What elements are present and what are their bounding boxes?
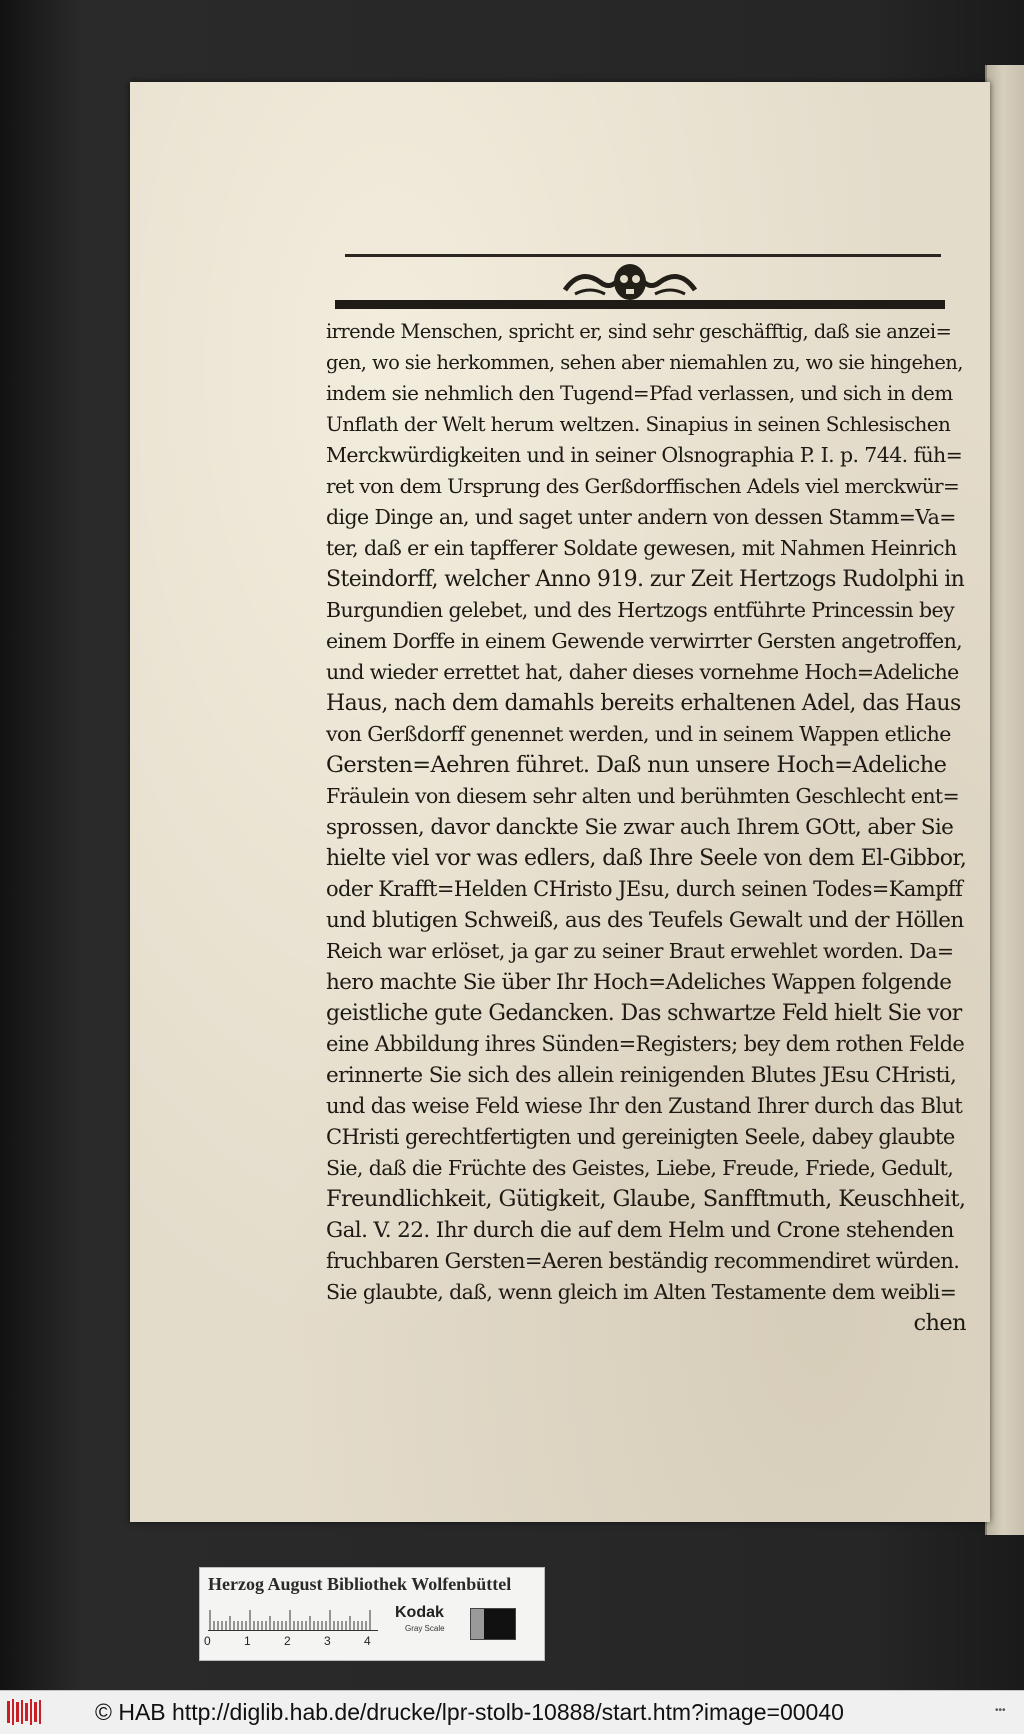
hab-logo-icon [5, 1697, 45, 1727]
copyright-url[interactable]: © HAB http://diglib.hab.de/drucke/lpr-stolb-10888/start.htm?image=00040 [95, 1699, 844, 1725]
body-text [326, 316, 966, 1339]
text-line: Reich war erlöset, ja gar zu seiner Braut erwehlet worden. Da= [326, 939, 954, 963]
text-line: Gal. V. 22. Ihr durch die auf dem Helm und Crone stehenden [326, 1218, 954, 1243]
more-dots-icon[interactable]: ••• [995, 1705, 1006, 1716]
text-line: dige Dinge an, und saget unter andern von dessen Stamm=Va= [326, 505, 956, 529]
ruler-number: 3 [324, 1634, 331, 1648]
gray-scale-label: Gray Scale [405, 1624, 445, 1633]
text-line: erinnerte Sie sich des allein reinigenden Blutes JEsu CHristi, [326, 1063, 957, 1088]
text-line: Unflath der Welt herum weltzen. Sinapius in seinen Schlesischen [326, 412, 951, 436]
text-line: und das weise Feld wiese Ihr den Zustand Ihrer durch das Blut [326, 1094, 963, 1118]
skull-ornament-icon [560, 260, 700, 304]
text-line: indem sie nehmlich den Tugend=Pfad verlassen, und sich in dem [326, 381, 953, 405]
ruler-numbers [204, 1634, 384, 1650]
text-line: geistliche gute Gedancken. Das schwartze Feld hielt Sie vor [326, 1001, 962, 1026]
text-line: Burgundien gelebet, und des Hertzogs entführte Princessin bey [326, 598, 955, 622]
text-line: irrende Menschen, spricht er, sind sehr geschäfftig, daß sie anzei= [326, 320, 952, 343]
gray-swatch [470, 1608, 516, 1640]
text-line: Haus, nach dem damahls bereits erhaltenen Adel, das Haus [326, 691, 961, 716]
text-line: fruchbaren Gersten=Aeren beständig recommendiret würden. [326, 1249, 960, 1273]
kodak-brand: Kodak [395, 1604, 444, 1621]
ruler-number: 2 [284, 1634, 291, 1648]
scale-ruler [208, 1610, 378, 1631]
ruler-number: 4 [364, 1634, 371, 1648]
header-thick-rule [335, 300, 945, 309]
text-line: einem Dorffe in einem Gewende verwirrter Gersten angetroffen, [326, 629, 963, 653]
text-line: chen [913, 1310, 966, 1336]
text-line: hielte viel vor was edlers, daß Ihre Seele von dem El-Gibbor, [326, 846, 966, 871]
text-line: Gersten=Aehren führet. Daß nun unsere Hoch=Adeliche [326, 752, 947, 778]
text-line: Sie, daß die Früchte des Geistes, Liebe, Freude, Friede, Gedult, [326, 1156, 954, 1180]
text-line: eine Abbildung ihres Sünden=Registers; bey dem rothen Felde [326, 1032, 965, 1056]
text-line: oder Krafft=Helden CHristo JEsu, durch seinen Todes=Kampff [326, 877, 963, 901]
text-line: gen, wo sie herkommen, sehen aber niemahlen zu, wo sie hingehen, [326, 351, 963, 374]
status-bar [0, 1690, 1024, 1734]
color-target-card [199, 1567, 545, 1661]
adjacent-page-edge [985, 65, 1024, 1535]
text-line: hero machte Sie über Ihr Hoch=Adeliches Wappen folgende [326, 970, 952, 995]
text-line: und blutigen Schweiß, aus des Teufels Gewalt und der Höllen [326, 908, 964, 933]
text-line: von Gerßdorff genennet werden, und in seinem Wappen etliche [326, 722, 951, 746]
ruler-ticks-icon [208, 1610, 378, 1630]
text-line: Merckwürdigkeiten und in seiner Olsnographia P. I. p. 744. füh= [326, 443, 963, 467]
library-name: Herzog August Bibliothek Wolfenbüttel [208, 1574, 512, 1594]
text-line: Steindorff, welcher Anno 919. zur Zeit Hertzogs Rudolphi in [326, 567, 965, 592]
text-line: und wieder errettet hat, daher dieses vornehme Hoch=Adeliche [326, 660, 959, 684]
text-line: ret von dem Ursprung des Gerßdorffischen Adels viel merckwür= [326, 474, 960, 498]
text-line: Freundlichkeit, Gütigkeit, Glaube, Sanfftmuth, Keuschheit, [326, 1186, 966, 1212]
document-page [130, 82, 990, 1522]
header-thin-rule [345, 254, 941, 257]
text-line: Sie glaubte, daß, wenn gleich im Alten Testamente dem weibli= [326, 1280, 957, 1304]
text-line: CHristi gerechtfertigten und gereinigten Seele, dabey glaubte [326, 1125, 955, 1149]
text-line: Fräulein von diesem sehr alten und berühmten Geschlecht ent= [326, 784, 960, 808]
text-line: sprossen, davor danckte Sie zwar auch Ihrem GOtt, aber Sie [326, 815, 954, 840]
ruler-number: 1 [244, 1634, 251, 1648]
text-line: ter, daß er ein tapfferer Soldate gewesen, mit Nahmen Heinrich [326, 536, 957, 560]
ruler-number: 0 [204, 1634, 211, 1648]
